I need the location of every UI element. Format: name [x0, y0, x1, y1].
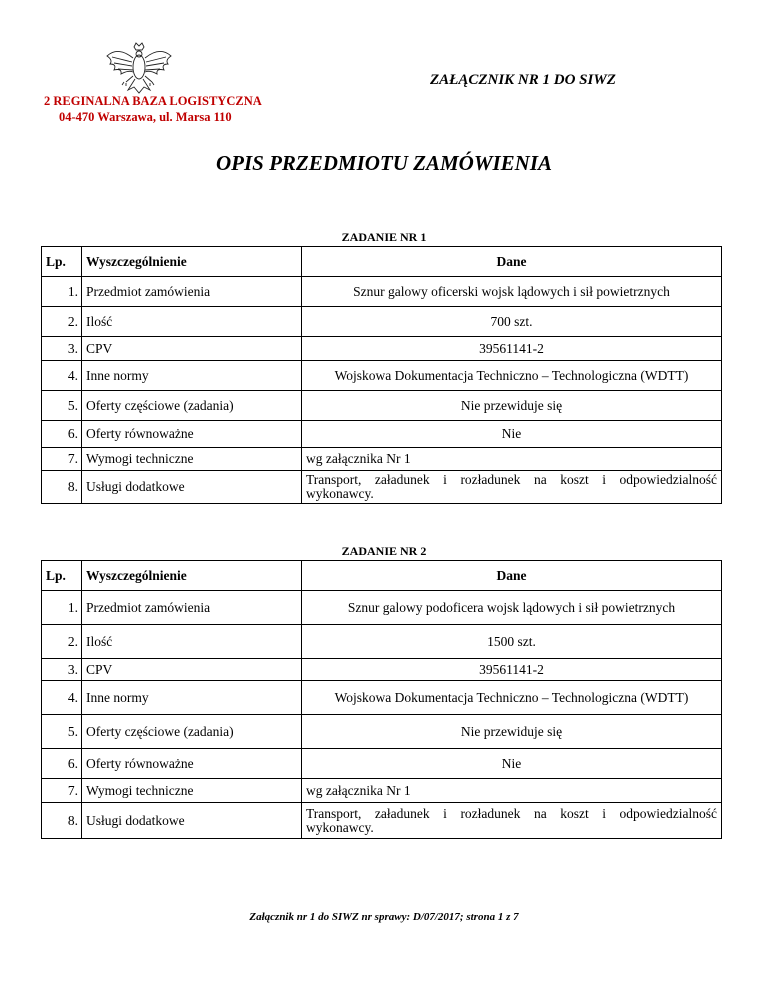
- row-value: Transport, załadunek i rozładunek na koszt i odpowiedzialność wykonawcy.: [302, 471, 722, 504]
- header-item: Wyszczególnienie: [82, 247, 302, 277]
- row-label: Usługi dodatkowe: [82, 471, 302, 504]
- row-label: Inne normy: [82, 361, 302, 391]
- page-footer: Załącznik nr 1 do SIWZ nr sprawy: D/07/2017; strona 1 z 7: [249, 911, 519, 923]
- row-label: Wymogi techniczne: [82, 779, 302, 803]
- table-row: [42, 625, 722, 659]
- header-lp: Lp.: [42, 561, 82, 591]
- header-data: Dane: [302, 561, 722, 591]
- row-value: Wojskowa Dokumentacja Techniczno – Technologiczna (WDTT): [302, 361, 722, 391]
- row-label: CPV: [82, 337, 302, 361]
- row-number: 6.: [42, 421, 82, 448]
- row-label: Oferty równoważne: [82, 421, 302, 448]
- row-number: 2.: [42, 307, 82, 337]
- row-number: 3.: [42, 659, 82, 681]
- row-label: Przedmiot zamówienia: [82, 591, 302, 625]
- row-number: 5.: [42, 391, 82, 421]
- row-value: Nie: [302, 421, 722, 448]
- row-label: Ilość: [82, 307, 302, 337]
- row-value: wg załącznika Nr 1: [302, 779, 722, 803]
- row-number: 7.: [42, 448, 82, 471]
- row-number: 2.: [42, 625, 82, 659]
- row-value: 700 szt.: [302, 307, 722, 337]
- row-value: Sznur galowy oficerski wojsk lądowych i sił powietrznych: [302, 277, 722, 307]
- table-header-row: [42, 247, 722, 277]
- table-row: [42, 681, 722, 715]
- row-number: 5.: [42, 715, 82, 749]
- table-row: [42, 337, 722, 361]
- row-number: 4.: [42, 361, 82, 391]
- row-value: Wojskowa Dokumentacja Techniczno – Technologiczna (WDTT): [302, 681, 722, 715]
- table-row: [42, 361, 722, 391]
- row-number: 1.: [42, 591, 82, 625]
- row-label: Oferty równoważne: [82, 749, 302, 779]
- organization-block: [44, 93, 262, 125]
- row-value: 1500 szt.: [302, 625, 722, 659]
- row-number: 1.: [42, 277, 82, 307]
- row-value: wg załącznika Nr 1: [302, 448, 722, 471]
- task-1-table: [41, 246, 722, 504]
- table-row: [42, 421, 722, 448]
- row-label: Przedmiot zamówienia: [82, 277, 302, 307]
- row-label: Oferty częściowe (zadania): [82, 391, 302, 421]
- row-value: 39561141-2: [302, 337, 722, 361]
- table-row: [42, 448, 722, 471]
- table-row: [42, 591, 722, 625]
- task-2-title: ZADANIE NR 2: [341, 544, 427, 558]
- row-value: Sznur galowy podoficera wojsk lądowych i sił powietrznych: [302, 591, 722, 625]
- table-row: [42, 749, 722, 779]
- row-label: Inne normy: [82, 681, 302, 715]
- row-label: Oferty częściowe (zadania): [82, 715, 302, 749]
- row-label: Ilość: [82, 625, 302, 659]
- annex-title: ZAŁĄCZNIK NR 1 DO SIWZ: [430, 72, 616, 88]
- row-number: 7.: [42, 779, 82, 803]
- table-row: [42, 779, 722, 803]
- task-1-title: ZADANIE NR 1: [341, 230, 427, 244]
- row-label: Usługi dodatkowe: [82, 803, 302, 839]
- table-row: [42, 277, 722, 307]
- table-row: [42, 307, 722, 337]
- table-row: [42, 715, 722, 749]
- header-lp: Lp.: [42, 247, 82, 277]
- row-value: Nie: [302, 749, 722, 779]
- row-number: 8.: [42, 803, 82, 839]
- table-row: [42, 803, 722, 839]
- row-value: Transport, załadunek i rozładunek na koszt i odpowiedzialność wykonawcy.: [302, 803, 722, 839]
- row-value: Nie przewiduje się: [302, 715, 722, 749]
- row-value: 39561141-2: [302, 659, 722, 681]
- table-row: [42, 471, 722, 504]
- row-number: 8.: [42, 471, 82, 504]
- row-value: Nie przewiduje się: [302, 391, 722, 421]
- white-eagle-emblem-icon: [104, 42, 174, 94]
- table-row: [42, 659, 722, 681]
- row-number: 6.: [42, 749, 82, 779]
- task-2-table: [41, 560, 722, 839]
- document-title: OPIS PRZEDMIOTU ZAMÓWIENIA: [215, 151, 553, 175]
- organization-address: 04-470 Warszawa, ul. Marsa 110: [59, 110, 232, 124]
- table-header-row: [42, 561, 722, 591]
- organization-name: 2 REGINALNA BAZA LOGISTYCZNA: [44, 94, 262, 108]
- row-label: CPV: [82, 659, 302, 681]
- row-label: Wymogi techniczne: [82, 448, 302, 471]
- header-data: Dane: [302, 247, 722, 277]
- row-number: 3.: [42, 337, 82, 361]
- table-row: [42, 391, 722, 421]
- row-number: 4.: [42, 681, 82, 715]
- header-item: Wyszczególnienie: [82, 561, 302, 591]
